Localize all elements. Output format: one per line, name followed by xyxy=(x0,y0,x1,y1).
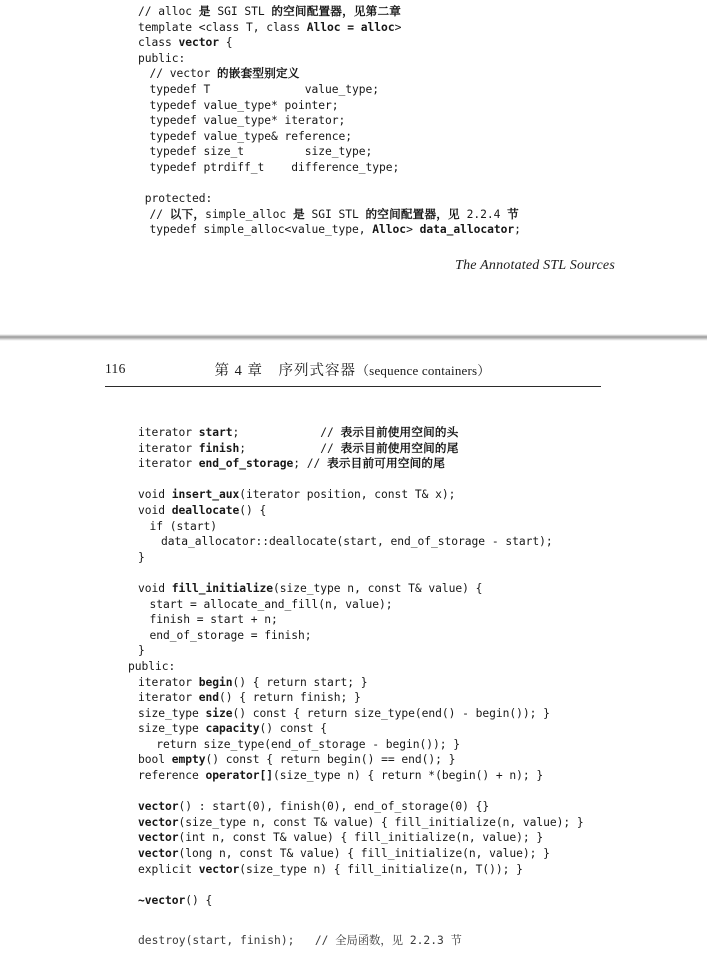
running-head xyxy=(105,359,600,383)
code-line xyxy=(138,752,584,768)
header-rule xyxy=(105,386,601,387)
code-text: typedef ptrdiff_t difference_type; xyxy=(149,160,400,174)
code-line xyxy=(138,830,584,846)
code-text: iterator xyxy=(138,441,199,455)
code-line xyxy=(138,207,521,223)
code-line xyxy=(138,706,584,722)
code-identifier-bold: vector xyxy=(178,36,220,50)
code-comment-cjk: 表示目前使用空间的尾 xyxy=(340,440,459,455)
code-text: { xyxy=(219,36,233,50)
code-identifier-bold: vector xyxy=(138,800,179,814)
code-line xyxy=(138,721,584,737)
code-comment-cjk: 是 xyxy=(198,4,211,18)
code-text: typedef size_t size_type; xyxy=(149,145,373,159)
code-text: () const { return size_type(end() - begin()); } xyxy=(232,706,550,720)
code-text: > xyxy=(406,223,420,237)
code-text: () { xyxy=(185,893,213,907)
code-comment-cjk: 以下， xyxy=(169,206,206,221)
code-line xyxy=(138,628,584,644)
code-text: typedef value_type& reference; xyxy=(149,129,353,143)
code-text: (size_type n) { fill_initialize(n, T()); } xyxy=(239,862,523,876)
code-identifier-bold: vector xyxy=(138,831,179,845)
code-identifier-bold: Alloc = alloc xyxy=(306,20,395,34)
code-text: return size_type(end_of_storage - begin()); } xyxy=(149,737,461,751)
code-line xyxy=(138,222,521,238)
code-line xyxy=(138,456,584,472)
code-text: void xyxy=(138,503,172,517)
code-line xyxy=(138,82,521,98)
code-comment-cjk: 的空间配置器，见第二章 xyxy=(271,4,402,18)
code-line xyxy=(138,4,521,20)
code-text: data_allocator::deallocate(start, end_of_storage - start); xyxy=(161,535,553,549)
code-line xyxy=(138,144,521,160)
code-identifier-bold: vector xyxy=(138,815,179,829)
code-comment-cjk: 表示目前使用空间的头 xyxy=(340,425,459,439)
code-line xyxy=(138,846,584,862)
code-text: () { return start; } xyxy=(232,675,368,689)
code-line xyxy=(138,176,521,192)
code-line xyxy=(138,441,584,457)
chapter-title-cjk: 第 4 章 序列式容器 xyxy=(214,363,356,379)
code-identifier-bold: begin xyxy=(198,675,233,689)
code-text: typedef value_type* pointer; xyxy=(149,98,339,112)
code-text: explicit xyxy=(138,862,199,876)
code-comment-cjk: 的空间配置器，见 xyxy=(365,206,460,221)
code-text: public: xyxy=(128,659,176,673)
page-top xyxy=(0,0,707,335)
code-line xyxy=(138,472,584,488)
code-text: public: xyxy=(138,51,186,65)
code-comment-cjk: 节 xyxy=(507,206,519,221)
code-block-vector-members xyxy=(128,425,584,908)
code-text: void xyxy=(138,581,172,595)
code-line xyxy=(138,877,584,893)
code-identifier-bold: start xyxy=(198,426,233,439)
code-text: SGI STL xyxy=(304,207,366,221)
code-identifier-bold: vector xyxy=(138,847,179,861)
page-number: 116 xyxy=(105,361,126,376)
code-text: typedef value_type* iterator; xyxy=(149,114,346,128)
code-identifier-bold: vector xyxy=(198,862,240,876)
code-comment-cjk: 的嵌套型别定义 xyxy=(217,66,300,81)
code-line xyxy=(138,799,584,815)
code-line xyxy=(138,191,521,207)
code-block-vector-declaration xyxy=(138,4,521,238)
code-line xyxy=(138,160,521,176)
code-identifier-bold: insert_aux xyxy=(171,488,240,502)
code-comment-cjk: 表示目前可用空间的尾 xyxy=(327,456,446,471)
code-identifier-bold: fill_initialize xyxy=(171,581,274,595)
code-text: finish = start + n; xyxy=(149,613,278,627)
code-identifier-bold: capacity xyxy=(205,722,260,736)
code-text: // alloc xyxy=(138,5,199,18)
code-text: iterator xyxy=(138,426,199,439)
code-text: end_of_storage = finish; xyxy=(149,628,312,642)
code-text: // vector xyxy=(149,67,218,81)
page-116 xyxy=(0,341,707,917)
code-text: } xyxy=(138,644,145,658)
code-text: (size_type n, const T& value) { xyxy=(273,581,483,595)
code-text: (int n, const T& value) { fill_initialize(n, value); } xyxy=(178,831,544,845)
code-text: size_type xyxy=(138,722,206,736)
code-text: if (start) xyxy=(149,519,218,533)
code-text: 2.2.4 xyxy=(459,207,508,221)
code-text: ; xyxy=(514,223,521,237)
code-comment-cjk: 是 xyxy=(292,206,305,221)
code-text: (size_type n) { return *(begin() + n); } xyxy=(273,769,544,783)
code-identifier-bold: finish xyxy=(198,441,240,455)
code-line xyxy=(138,643,584,659)
code-identifier-bold: deallocate xyxy=(171,503,240,517)
code-line xyxy=(138,113,521,129)
code-text: SGI STL xyxy=(210,5,272,18)
code-text: ; // xyxy=(232,426,341,439)
code-text: start = allocate_and_fill(n, value); xyxy=(149,597,393,611)
code-line xyxy=(138,612,584,628)
code-identifier-bold: ~vector xyxy=(138,893,186,907)
code-identifier-bold: end xyxy=(198,691,220,705)
code-line xyxy=(138,503,584,519)
code-text: } xyxy=(138,550,145,564)
code-text: typedef T value_type; xyxy=(149,82,380,96)
code-line xyxy=(138,815,584,831)
code-line xyxy=(138,20,521,36)
code-line xyxy=(138,66,521,82)
code-line xyxy=(138,129,521,145)
code-line xyxy=(138,425,584,441)
code-line xyxy=(138,784,584,800)
chapter-title xyxy=(105,359,600,380)
code-text: () { return finish; } xyxy=(219,691,361,705)
code-text: () const { xyxy=(259,722,328,736)
code-line xyxy=(138,862,584,878)
code-identifier-bold: operator[] xyxy=(205,769,274,783)
code-text: typedef simple_alloc<value_type, xyxy=(149,223,373,237)
code-line xyxy=(138,768,584,784)
code-identifier-bold: empty xyxy=(171,753,206,767)
code-text: simple_alloc xyxy=(205,207,293,221)
code-text: (long n, const T& value) { fill_initialize(n, value); } xyxy=(178,847,550,861)
code-text: () : start(0), finish(0), end_of_storage(0) {} xyxy=(178,800,490,814)
code-line xyxy=(138,737,584,753)
code-identifier-bold: data_allocator xyxy=(419,223,515,237)
code-line xyxy=(138,581,584,597)
code-line xyxy=(138,487,584,503)
code-line xyxy=(138,519,584,535)
code-text: iterator xyxy=(138,457,199,471)
code-text: () { xyxy=(239,503,267,517)
book-title-footer: The Annotated STL Sources xyxy=(455,258,615,273)
code-text: size_type xyxy=(138,706,206,720)
code-line xyxy=(138,534,584,550)
code-text: (size_type n, const T& value) { fill_initialize(n, value); } xyxy=(178,815,584,829)
code-text: void xyxy=(138,488,172,502)
code-line xyxy=(138,893,584,909)
code-text: iterator xyxy=(138,675,199,689)
code-line xyxy=(138,51,521,67)
code-text: class xyxy=(138,36,179,50)
code-text: protected: xyxy=(138,192,213,206)
code-text: // xyxy=(149,207,170,221)
code-text: > xyxy=(394,20,402,34)
code-text: bool xyxy=(138,753,172,767)
code-text: iterator xyxy=(138,691,199,705)
code-text: (iterator position, const T& x); xyxy=(239,488,456,502)
code-line xyxy=(138,35,521,51)
code-identifier-bold: end_of_storage xyxy=(198,457,294,471)
code-text: template <class T, class xyxy=(138,20,307,34)
code-text: ; // xyxy=(239,441,341,455)
code-text: reference xyxy=(138,769,206,783)
clipped-bottom-line xyxy=(138,910,608,948)
code-identifier-bold: size xyxy=(205,706,233,720)
page-separator xyxy=(0,334,707,341)
code-text: ; // xyxy=(293,457,328,471)
code-line xyxy=(138,550,584,566)
code-identifier-bold: Alloc xyxy=(372,223,407,237)
code-line xyxy=(128,659,584,675)
code-line xyxy=(138,565,584,581)
code-line xyxy=(138,98,521,114)
chapter-title-latin: （sequence containers） xyxy=(355,363,491,378)
code-line xyxy=(138,675,584,691)
code-line xyxy=(138,690,584,706)
code-text: () const { return begin() == end(); } xyxy=(205,753,456,767)
code-line xyxy=(138,597,584,613)
clipped-bottom-line-text: destroy(start, finish); // 全局函数，见 2.2.3 节 xyxy=(138,934,462,948)
